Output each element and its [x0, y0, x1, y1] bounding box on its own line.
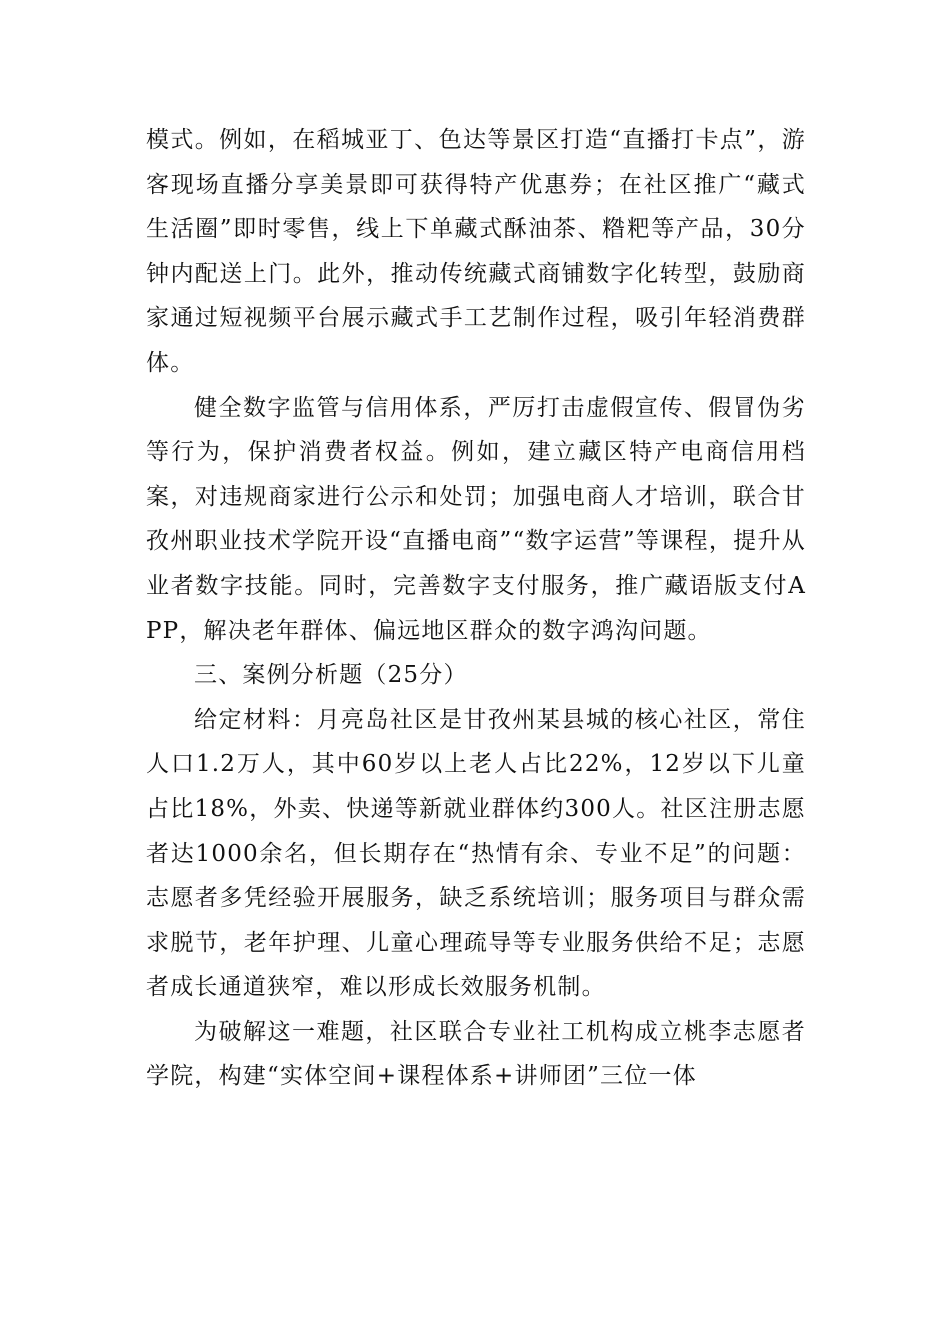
text-line: 铺数字化转型，鼓励商家通过短视频平台展示藏式手工艺 [146, 260, 807, 332]
text-line: 伪劣等行为，保护消费者权益。例如，建立藏区特产电商 [146, 394, 806, 466]
text-line: 下儿童占比18%，外卖、快递等新就业群体约300人。社区 [146, 751, 806, 822]
paragraph-digital-consumption-continued [146, 118, 806, 386]
text-line: 糌粑等产品，30分钟内配送上门。此外，推动传统藏式商 [146, 216, 806, 287]
text-line: 为破解这一难题，社区联合专业社工机构成立桃李志 [194, 1018, 758, 1045]
text-line: 健全数字监管与信用体系，严厉打击虚假宣传、假冒 [194, 394, 758, 421]
text-line: 务机制。 [509, 974, 606, 1001]
text-line: 业服务供给不足；志愿者成长通道狭窄，难以形成长效服 [146, 929, 807, 1001]
text-line: 注册志愿者达1000余名，但长期存在“热情有余、专业不 [146, 795, 806, 867]
paragraph-volunteer-academy [146, 1010, 806, 1099]
text-line: 营”等课程，提升从业者数字技能。同时，完善数字支付 [146, 528, 806, 599]
text-line: 给定材料：月亮岛社区是甘孜州某县城的核心社区， [194, 706, 758, 733]
section-heading-case-analysis [146, 653, 806, 698]
text-line: 区推广“藏式生活圈”即时零售，线上下单藏式酥油茶、 [146, 171, 806, 243]
text-line: 服务项目与群众需求脱节，老年护理、儿童心理疏导等专 [146, 885, 806, 956]
text-line: 众的数字鸿沟问题。 [493, 617, 712, 644]
text-line: 信用档案，对违规商家进行公示和处罚；加强电商人才培 [146, 439, 806, 510]
paragraph-digital-supervision [146, 386, 806, 654]
text-line: 愿者学院，构建“实体空间+课程体系+讲师团”三位一体 [146, 1018, 806, 1090]
document-body [146, 118, 806, 1099]
text-line: 常住人口1.2万人，其中60岁以上老人占比22%，12岁以 [146, 706, 806, 778]
text-line: 模式。例如，在稻城亚丁、色达等景区打造“直播打卡 [146, 127, 720, 153]
paragraph-given-material [146, 698, 806, 1010]
text-line: 三、案例分析题（25分） [194, 662, 468, 689]
text-line: 训，联合甘孜州职业技术学院开设“直播电商”“数字运 [146, 483, 806, 555]
text-line: 足”的问题：志愿者多凭经验开展服务，缺乏系统培训； [146, 840, 806, 912]
text-line: 点”，游客现场直播分享美景即可获得特产优惠券；在社 [146, 127, 807, 198]
text-line: 服务，推广藏语版支付APP，解决老年群体、偏远地区群 [146, 572, 807, 644]
text-line: 制作过程，吸引年轻消费群体。 [146, 305, 807, 376]
